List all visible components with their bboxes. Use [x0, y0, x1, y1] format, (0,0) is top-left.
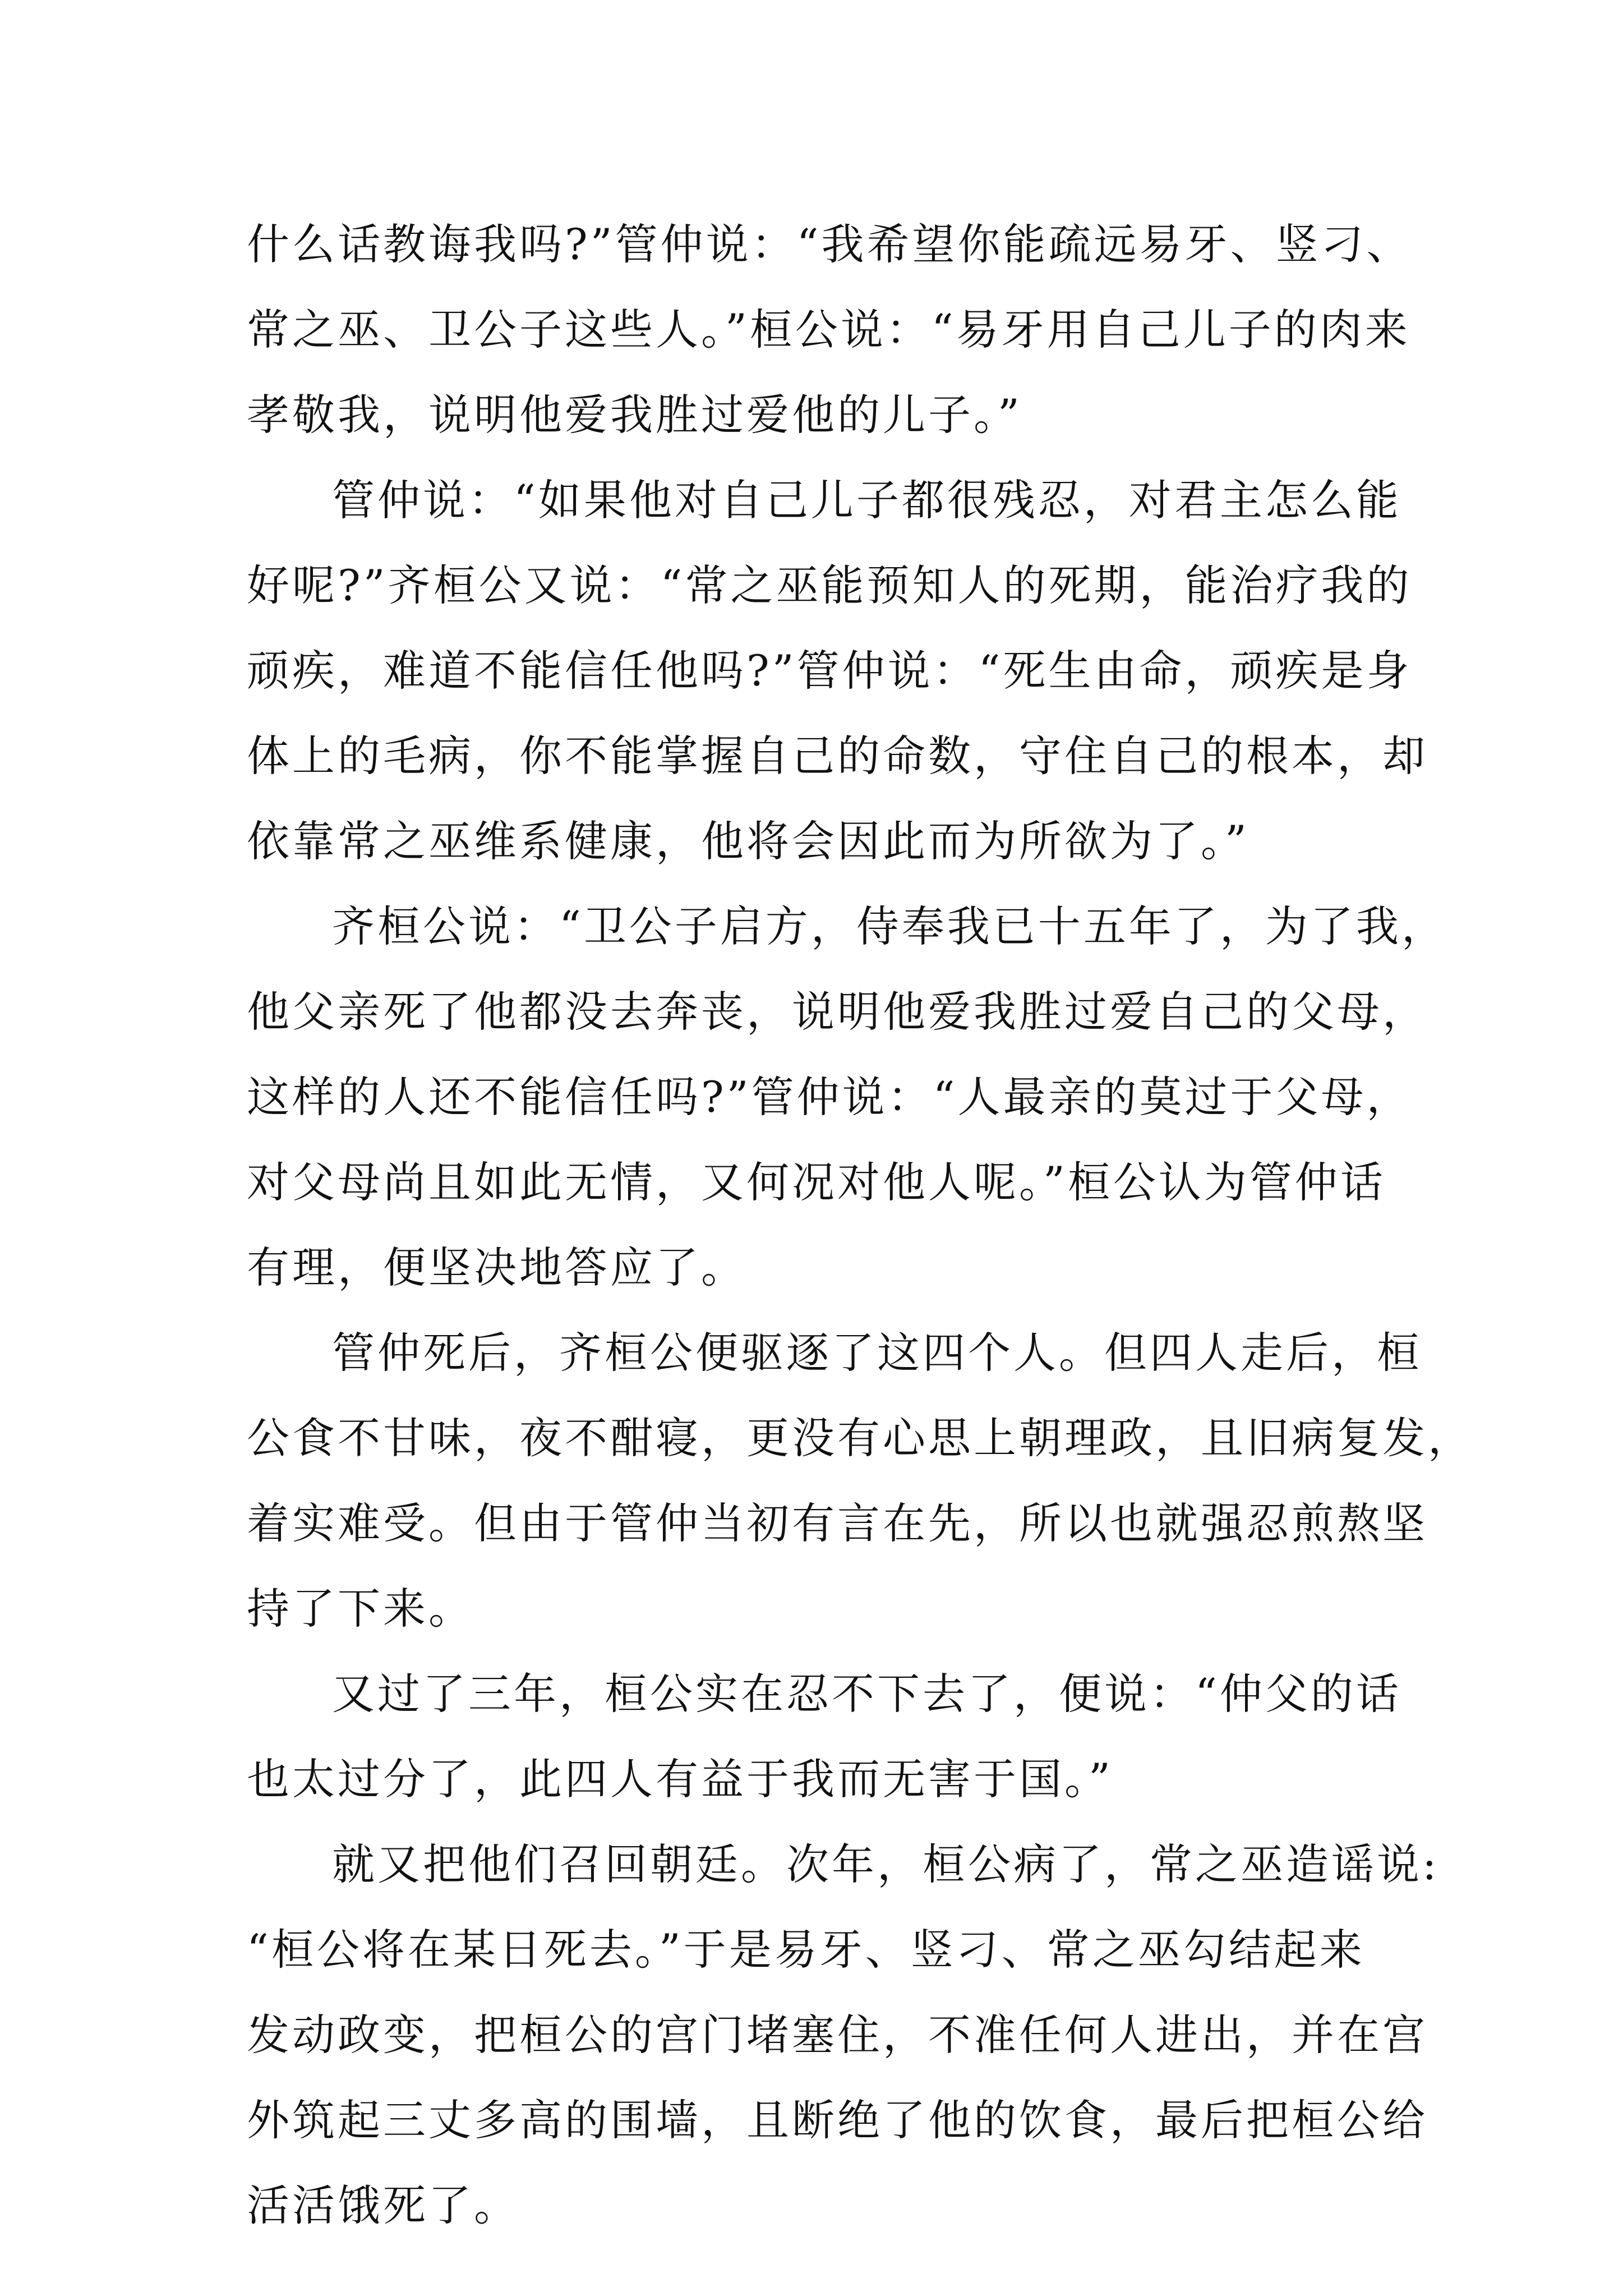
- paragraph-first-line: 又过了三年，桓公实在忍不下去了，便说：“仲父的话: [332, 1669, 1401, 1719]
- text-line: 有理，便坚决地答应了。: [247, 1243, 746, 1292]
- text-line: 依靠常之巫维系健康，他将会因此而为所欲为了。”: [247, 816, 1249, 866]
- text-line: 孝敬我，说明他爱我胜过爱他的儿子。”: [247, 390, 1022, 440]
- text-line: 顽疾，难道不能信任他吗?”管仲说：“死生由命，顽疾是身: [247, 646, 1412, 696]
- text-line: 也太过分了，此四人有益于我而无害于国。”: [247, 1754, 1113, 1804]
- paragraph-first-line: 就又把他们召回朝廷。次年，桓公病了，常之巫造谣说:: [332, 1839, 1440, 1889]
- text-line: 公食不甘味，夜不酣寝，更没有心思上朝理政，且旧病复发，: [247, 1413, 1473, 1463]
- paragraph-first-line: 齐桓公说：“卫公子启方，侍奉我已十五年了，为了我，: [332, 901, 1447, 951]
- text-line: 活活饿死了。: [247, 2180, 519, 2230]
- body-text: [247, 202, 1473, 2248]
- paragraph-first-line: 管仲死后，齐桓公便驱逐了这四个人。但四人走后，桓: [332, 1328, 1422, 1378]
- text-line: 持了下来。: [247, 1584, 474, 1634]
- text-line: 什么话教诲我吗?”管仲说：“我希望你能疏远易牙、竖刁、: [247, 219, 1412, 269]
- text-line: 好呢?”齐桓公又说：“常之巫能预知人的死期，能治疗我的: [247, 560, 1412, 610]
- text-line: 这样的人还不能信任吗?”管仲说：“人最亲的莫过于父母，: [247, 1072, 1412, 1122]
- text-line: 常之巫、卫公子这些人。”桓公说：“易牙用自己儿子的肉来: [247, 305, 1410, 355]
- text-line: 他父亲死了他都没去奔丧，说明他爱我胜过爱自己的父母，: [247, 987, 1428, 1037]
- text-line: “桓公将在某日死去。”于是易牙、竖刁、常之巫勾结起来: [247, 1925, 1365, 1975]
- text-line: 体上的毛病，你不能掌握自己的命数，守住自己的根本，却: [247, 731, 1428, 781]
- paragraph-first-line: 管仲说：“如果他对自己儿子都很残忍，对君主怎么能: [332, 475, 1401, 525]
- text-line: 外筑起三丈多高的围墙，且断绝了他的饮食，最后把桓公给: [247, 2095, 1428, 2145]
- text-line: 着实难受。但由于管仲当初有言在先，所以也就强忍煎熬坚: [247, 1498, 1428, 1548]
- text-line: 发动政变，把桓公的宫门堵塞住，不准任何人进出，并在宫: [247, 2010, 1428, 2060]
- text-line: 对父母尚且如此无情，又何况对他人呢。”桓公认为管仲话: [247, 1157, 1386, 1207]
